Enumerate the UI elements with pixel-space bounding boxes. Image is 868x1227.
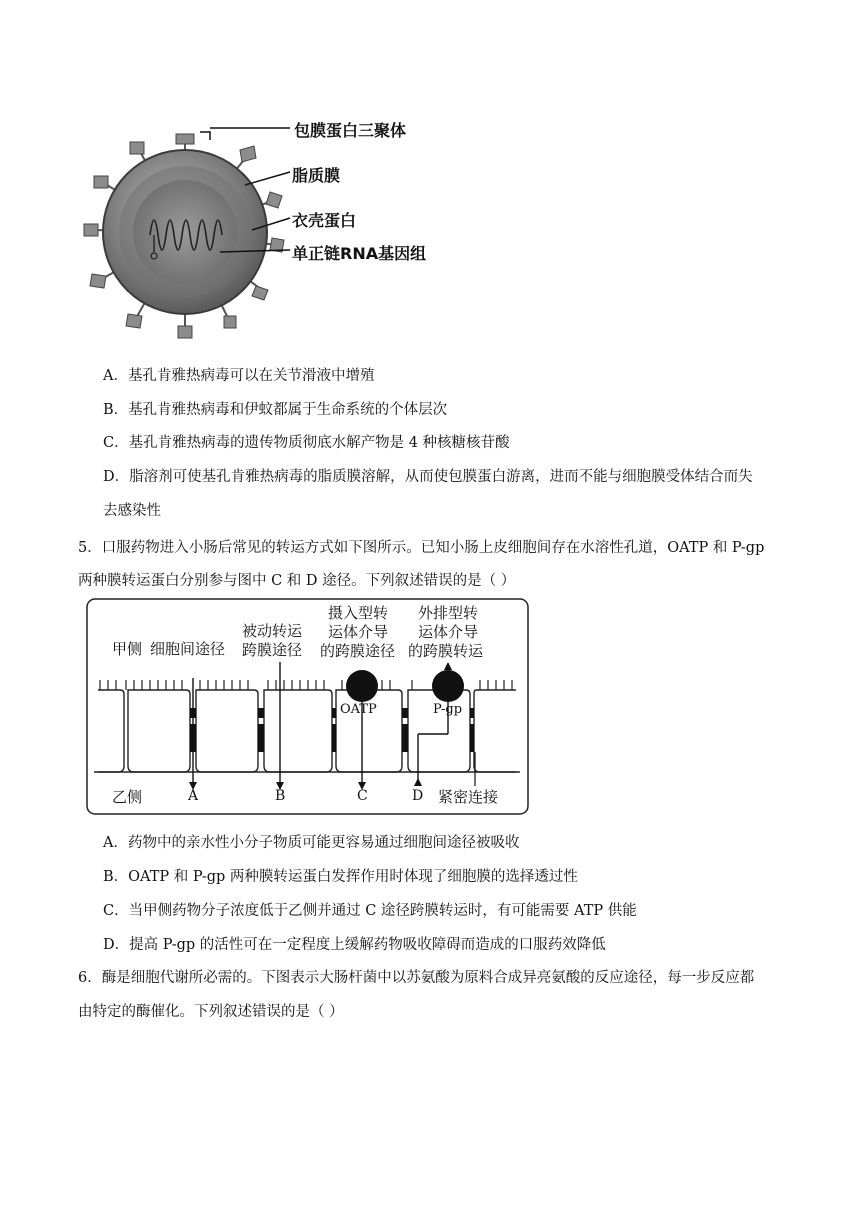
- q4-option-b: B．基孔肯雅热病毒和伊蚊都属于生命系统的个体层次: [103, 402, 448, 418]
- q5-option-a: A．药物中的亲水性小分子物质可能更容易通过细胞间途径被吸收: [103, 835, 520, 851]
- side-yi: 乙侧: [112, 788, 143, 806]
- virus-illustration: [80, 110, 460, 350]
- q5-stem-line2: 两种膜转运蛋白分别参与图中 C 和 D 途径。下列叙述错误的是（ ）: [78, 573, 516, 589]
- path-passive-2: 跨膜途径: [242, 641, 303, 659]
- label-lipid-membrane: 脂质膜: [292, 166, 341, 185]
- q6-stem-line2: 由特定的酶催化。下列叙述错误的是（ ）: [78, 1004, 344, 1020]
- label-pgp: P-gp: [433, 702, 463, 717]
- path-uptake-1: 摄入型转: [328, 604, 389, 622]
- label-oatp: OATP: [340, 702, 377, 717]
- q4-option-a: A．基孔肯雅热病毒可以在关节滑液中增殖: [103, 368, 375, 384]
- q4-option-c: C．基孔肯雅热病毒的遗传物质彻底水解产物是 4 种核糖核苷酸: [103, 435, 510, 451]
- path-efflux-2: 运体介导: [418, 623, 479, 641]
- q5-option-d: D．提高 P-gp 的活性可在一定程度上缓解药物吸收障碍而造成的口服药效降低: [103, 937, 606, 953]
- label-path-b: B: [275, 788, 286, 804]
- path-efflux-3: 的跨膜转运: [408, 642, 484, 660]
- label-path-d: D: [412, 788, 424, 804]
- path-passive-1: 被动转运: [242, 622, 303, 640]
- label-rna-genome: 单正链RNA基因组: [292, 244, 427, 263]
- path-uptake-2: 运体介导: [328, 623, 389, 641]
- label-envelope-trimer: 包膜蛋白三聚体: [294, 121, 407, 140]
- side-jia: 甲侧: [112, 640, 143, 658]
- label-path-c: C: [357, 788, 368, 804]
- path-efflux-1: 外排型转: [418, 604, 479, 622]
- q6-stem-line1: 6．酶是细胞代谢所必需的。下图表示大肠杆菌中以苏氨酸为原料合成异亮氨酸的反应途径，每一步反应都: [78, 970, 755, 986]
- label-path-a: A: [188, 788, 199, 804]
- q5-option-b: B．OATP 和 P-gp 两种膜转运蛋白发挥作用时体现了细胞膜的选择透过性: [103, 869, 578, 885]
- q5-stem-line1: 5．口服药物进入小肠后常见的转运方式如下图所示。已知小肠上皮细胞间存在水溶性孔道，OATP 和 P-gp: [78, 540, 765, 556]
- q5-option-c: C．当甲侧药物分子浓度低于乙侧并通过 C 途径跨膜转运时，有可能需要 ATP 供能: [103, 903, 637, 919]
- q4-option-d: D．脂溶剂可使基孔肯雅热病毒的脂质膜溶解，从而使包膜蛋白游离，进而不能与细胞膜受体结合而失: [103, 469, 753, 485]
- path-uptake-3: 的跨膜途径: [320, 642, 396, 660]
- q4-option-d-cont: 去感染性: [103, 503, 161, 519]
- q5-transport-figure: [86, 598, 530, 816]
- label-tight-junction: 紧密连接: [438, 788, 499, 806]
- path-intercellular: 细胞间途径: [150, 640, 226, 658]
- virus-figure: [80, 110, 460, 350]
- label-capsid: 衣壳蛋白: [292, 211, 357, 230]
